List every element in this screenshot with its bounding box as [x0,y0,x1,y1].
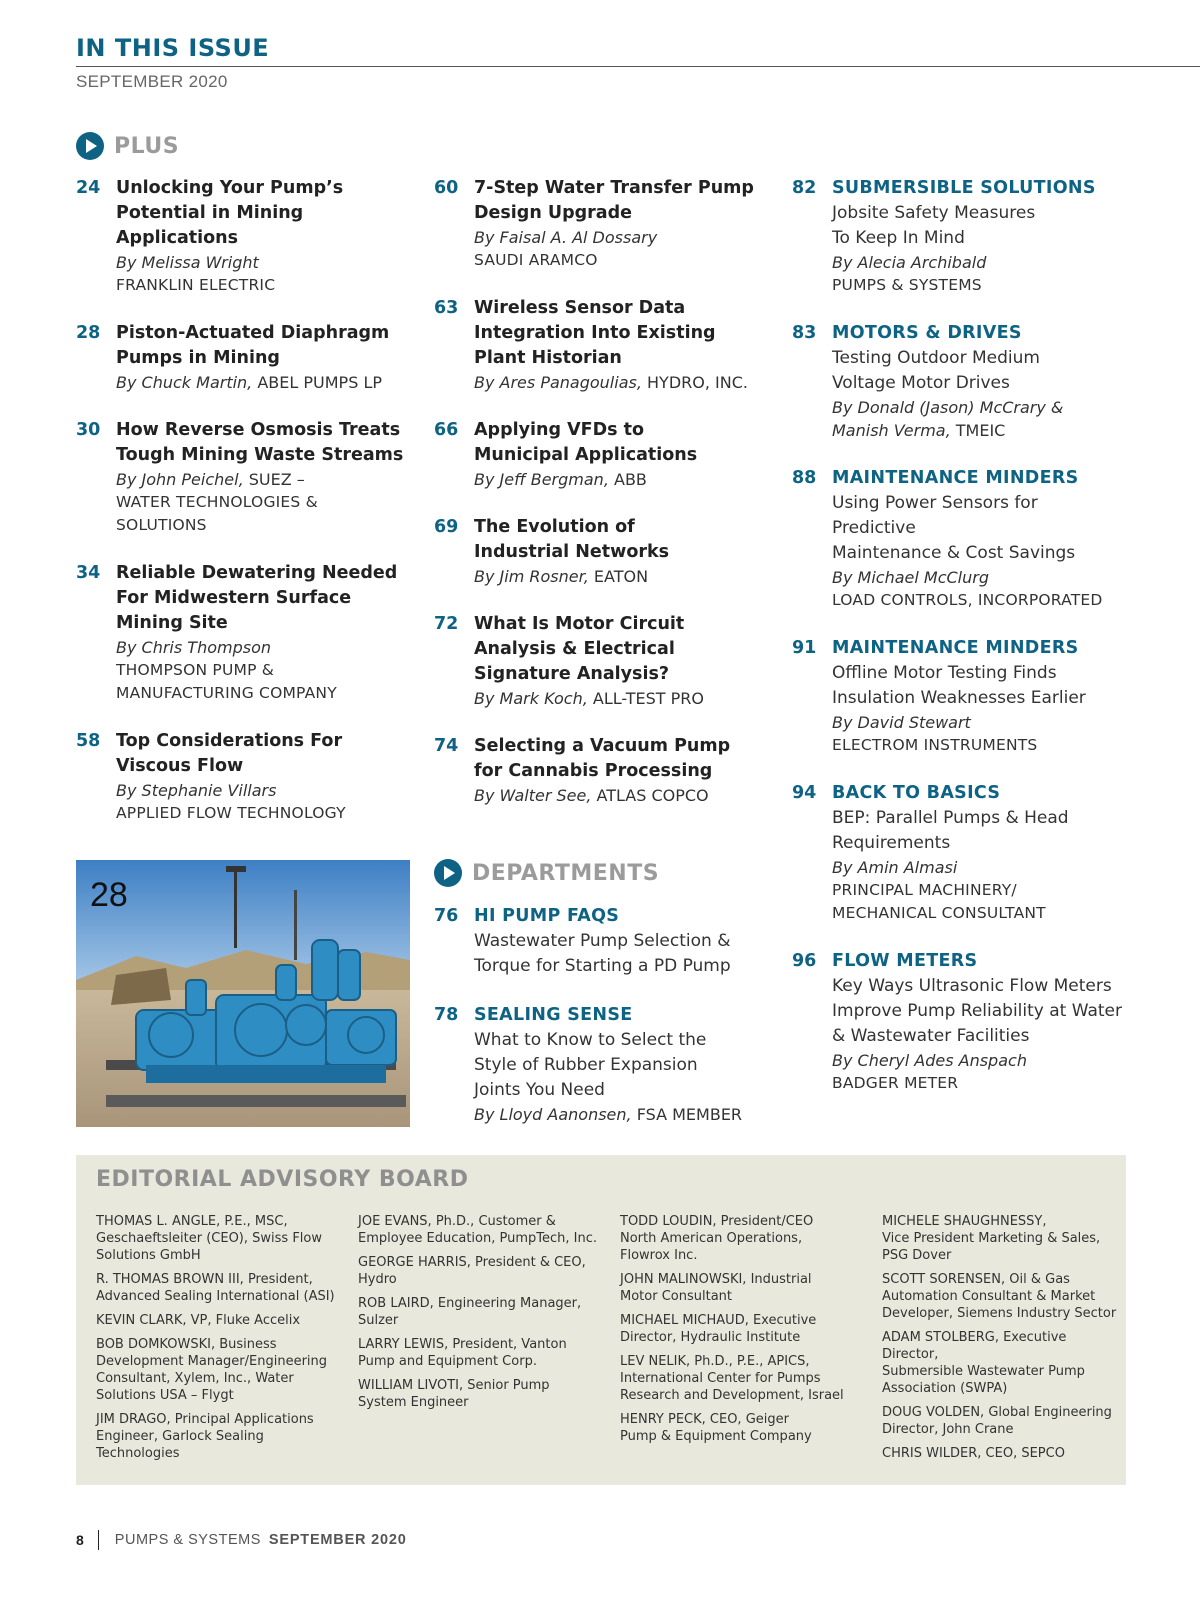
page-number: 83 [792,323,817,343]
department-title: FLOW METERS [832,951,978,971]
byline [116,371,406,394]
department-title: SEALING SENSE [474,1005,633,1025]
board-member: MICHAEL MICHAUD, Executive Director, Hydraulic Institute [620,1313,817,1345]
page-number: 30 [76,420,101,440]
organization: BADGER METER [832,1074,959,1092]
board-member: JOHN MALINOWSKI, Industrial Motor Consultant [620,1272,812,1304]
toc-entry[interactable] [792,781,1122,925]
author: By Walter See, [474,786,592,805]
board-member: LEV NELIK, Ph.D., P.E., APICS, International Center for Pumps Research and Development, Israel [620,1354,844,1403]
byline [832,856,1122,879]
issue-date: SEPTEMBER 2020 [76,72,228,91]
organization: FRANKLIN ELECTRIC [116,276,276,294]
board-member: WILLIAM LIVOTI, Senior Pump System Engineer [358,1378,550,1410]
footer-divider [98,1530,99,1550]
toc-entry[interactable] [434,904,764,979]
byline [832,419,1122,442]
organization: THOMPSON PUMP & [116,661,275,679]
article-title-line: for Cannabis Processing [474,761,713,781]
article-subtitle-line: Testing Outdoor Medium [832,348,1040,368]
toc-entry[interactable] [434,418,764,491]
author: By Jeff Bergman, [474,470,609,489]
header-divider [76,66,1200,67]
organization: PUMPS & SYSTEMS [832,276,982,294]
article-title-line: 7-Step Water Transfer Pump [474,178,754,198]
article-subtitle-line: Torque for Starting a PD Pump [474,956,731,976]
board-column-3 [620,1213,860,1452]
plus-heading-label: PLUS [114,133,180,159]
page-title: IN THIS ISSUE [76,34,270,62]
board-member: KEVIN CLARK, VP, Fluke Accelix [96,1313,301,1328]
toc-entry[interactable] [76,418,406,537]
byline [832,566,1122,589]
page-number: 78 [434,1005,459,1025]
footer-issue-date: SEPTEMBER 2020 [268,1532,407,1548]
organization: APPLIED FLOW TECHNOLOGY [116,804,346,822]
page-number: 72 [434,614,459,634]
organization: PRINCIPAL MACHINERY/ [832,881,1017,899]
toc-column-3 [792,176,1122,1119]
author: By Stephanie Villars [116,781,277,800]
author: By Alecia Archibald [832,253,987,272]
board-column-2 [358,1213,598,1418]
author: By Donald (Jason) McCrary & [832,398,1064,417]
organization: MANUFACTURING COMPANY [116,684,337,702]
author: By John Peichel, [116,470,244,489]
department-title: HI PUMP FAQS [474,906,620,926]
byline [832,251,1122,274]
article-title-line: Signature Analysis? [474,664,670,684]
department-title: MAINTENANCE MINDERS [832,638,1079,658]
footer-magazine-name: PUMPS & SYSTEMS [114,1532,261,1548]
article-title-line: Municipal Applications [474,445,698,465]
board-member: R. THOMAS BROWN III, President, Advanced Sealing International (ASI) [96,1272,335,1304]
article-title-line: Applications [116,228,239,248]
article-subtitle-line: Jobsite Safety Measures [832,203,1036,223]
toc-entry[interactable] [434,515,764,588]
toc-entry[interactable] [792,466,1122,612]
board-member: TODD LOUDIN, President/CEO North American Operations, Flowrox Inc. [620,1214,814,1263]
page-number: 28 [76,323,101,343]
department-title: BACK TO BASICS [832,783,1001,803]
board-member: THOMAS L. ANGLE, P.E., MSC, Geschaeftsleiter (CEO), Swiss Flow Solutions GmbH [96,1214,322,1263]
board-member: MICHELE SHAUGHNESSY, Vice President Marketing & Sales, PSG Dover [882,1214,1101,1263]
board-member: GEORGE HARRIS, President & CEO, Hydro [358,1255,586,1287]
organization: LOAD CONTROLS, INCORPORATED [832,591,1103,609]
article-title-line: Applying VFDs to [474,420,645,440]
byline [116,251,406,274]
play-circle-icon [76,132,104,160]
author: By Cheryl Ades Anspach [832,1051,1027,1070]
toc-entry[interactable] [434,176,764,272]
board-member: JOE EVANS, Ph.D., Customer & Employee Education, PumpTech, Inc. [358,1214,598,1246]
board-column-4 [882,1213,1118,1469]
byline [474,784,764,807]
board-member: DOUG VOLDEN, Global Engineering Director, John Crane [882,1405,1112,1437]
plus-heading [76,132,179,160]
author: By Chuck Martin, [116,373,253,392]
article-title-line: Plant Historian [474,348,622,368]
toc-entry[interactable] [76,561,406,705]
article-subtitle-line: Voltage Motor Drives [832,373,1010,393]
byline [474,565,764,588]
board-member: ADAM STOLBERG, Executive Director, Submersible Wastewater Pump Association (SWPA) [882,1330,1085,1396]
article-title-line: Wireless Sensor Data [474,298,686,318]
footer-page-number: 8 [76,1532,84,1548]
article-subtitle-line: Requirements [832,833,951,853]
toc-entry[interactable] [434,612,764,710]
author-organization: HYDRO, INC. [641,373,748,392]
organization: MECHANICAL CONSULTANT [832,904,1046,922]
department-title: MAINTENANCE MINDERS [832,468,1079,488]
article-title-line: Piston-Actuated Diaphragm [116,323,390,343]
play-circle-icon [434,859,462,887]
page-number: 76 [434,906,459,926]
board-title: EDITORIAL ADVISORY BOARD [96,1167,469,1192]
article-title-line: Pumps in Mining [116,348,280,368]
editorial-advisory-board [76,1155,1126,1485]
article-title-line: Analysis & Electrical [474,639,675,659]
author: By Faisal A. Al Dossary [474,228,658,247]
byline [474,226,764,249]
article-subtitle-line: & Wastewater Facilities [832,1026,1030,1046]
article-title-line: Potential in Mining [116,203,304,223]
departments-heading-label: DEPARTMENTS [472,860,660,886]
article-title-line: Tough Mining Waste Streams [116,445,404,465]
author-organization: ATLAS COPCO [591,786,709,805]
board-column-1 [96,1213,336,1469]
byline [474,1103,764,1126]
board-member: CHRIS WILDER, CEO, SEPCO [882,1446,1065,1461]
article-title-line: Viscous Flow [116,756,244,776]
byline [474,371,764,394]
author-organization: TMEIC [950,421,1006,440]
toc-entry[interactable] [792,176,1122,297]
article-title-line: Design Upgrade [474,203,632,223]
byline [832,396,1122,419]
author: By Ares Panagoulias, [474,373,642,392]
board-member: BOB DOMKOWSKI, Business Development Manager/Engineering Consultant, Xylem, Inc., Water Solutions USA – Flygt [96,1337,328,1403]
byline [832,1049,1122,1072]
author: By Michael McClurg [832,568,989,587]
page-number: 24 [76,178,101,198]
toc-entry[interactable] [792,636,1122,757]
byline [474,687,764,710]
article-title-line: For Midwestern Surface [116,588,352,608]
toc-entry[interactable] [76,176,406,297]
page-number: 34 [76,563,101,583]
page-number: 91 [792,638,817,658]
author-organization: ABEL PUMPS LP [252,373,382,392]
page-footer [76,1530,407,1550]
photo-page-number: 28 [90,876,128,914]
toc-entry[interactable] [792,321,1122,442]
toc-entry[interactable] [434,734,764,807]
pump-photo [76,860,410,1127]
toc-entry[interactable] [76,729,406,825]
byline [116,636,406,659]
article-title-line: The Evolution of [474,517,635,537]
author: By Amin Almasi [832,858,958,877]
byline [474,468,764,491]
article-subtitle-line: What to Know to Select the [474,1030,707,1050]
page-number: 82 [792,178,817,198]
article-title-line: Reliable Dewatering Needed [116,563,398,583]
article-subtitle-line: Offline Motor Testing Finds [832,663,1057,683]
article-subtitle-line: To Keep In Mind [832,228,965,248]
page-number: 66 [434,420,459,440]
article-title-line: Industrial Networks [474,542,670,562]
toc-column-2 [434,176,764,831]
page-number: 94 [792,783,817,803]
article-title-line: Top Considerations For [116,731,343,751]
toc-entry[interactable] [434,296,764,394]
author: By Mark Koch, [474,689,588,708]
page-number: 88 [792,468,817,488]
article-subtitle-line: Wastewater Pump Selection & [474,931,731,951]
toc-column-1 [76,176,406,849]
author-organization: ALL-TEST PRO [587,689,704,708]
toc-entry[interactable] [434,1003,764,1126]
organization: WATER TECHNOLOGIES & [116,493,318,511]
article-title-line: Integration Into Existing [474,323,716,343]
page-number: 60 [434,178,459,198]
article-subtitle-line: Maintenance & Cost Savings [832,543,1076,563]
organization: ELECTROM INSTRUMENTS [832,736,1038,754]
author-organization: SUEZ – [243,470,305,489]
byline [116,468,406,491]
toc-entry[interactable] [76,321,406,394]
department-title: MOTORS & DRIVES [832,323,1022,343]
author-organization: EATON [588,567,649,586]
board-member: HENRY PECK, CEO, Geiger Pump & Equipment Company [620,1412,812,1444]
byline [832,711,1122,734]
page-header [76,32,1200,92]
page-number: 74 [434,736,459,756]
departments-heading [434,859,659,887]
article-subtitle-line: Improve Pump Reliability at Water [832,1001,1122,1021]
board-member: ROB LAIRD, Engineering Manager, Sulzer [358,1296,582,1328]
article-title-line: Mining Site [116,613,228,633]
page-number: 58 [76,731,101,751]
article-title-line: How Reverse Osmosis Treats [116,420,401,440]
toc-entry[interactable] [792,949,1122,1095]
page-number: 96 [792,951,817,971]
author: By Jim Rosner, [474,567,589,586]
board-member: SCOTT SORENSEN, Oil & Gas Automation Consultant & Market Developer, Siemens Industry Sector [882,1272,1117,1321]
article-subtitle-line: Insulation Weaknesses Earlier [832,688,1086,708]
page-number: 69 [434,517,459,537]
article-title-line: What Is Motor Circuit [474,614,685,634]
author: By Lloyd Aanonsen, [474,1105,632,1124]
article-subtitle-line: Key Ways Ultrasonic Flow Meters [832,976,1112,996]
byline [116,779,406,802]
article-subtitle-line: Joints You Need [474,1080,605,1100]
organization: SAUDI ARAMCO [474,251,598,269]
article-subtitle-line: Style of Rubber Expansion [474,1055,698,1075]
board-member: LARRY LEWIS, President, Vanton Pump and Equipment Corp. [358,1337,567,1369]
article-subtitle-line: Using Power Sensors for Predictive [832,493,1038,538]
article-subtitle-line: BEP: Parallel Pumps & Head [832,808,1069,828]
toc-departments-column-2 [434,904,764,1150]
author: Manish Verma, [832,421,951,440]
author: By David Stewart [832,713,971,732]
page-number: 63 [434,298,459,318]
department-title: SUBMERSIBLE SOLUTIONS [832,178,1096,198]
organization: SOLUTIONS [116,516,207,534]
article-title-line: Unlocking Your Pump’s [116,178,344,198]
author: By Melissa Wright [116,253,259,272]
author: By Chris Thompson [116,638,271,657]
author-organization: ABB [608,470,647,489]
article-title-line: Selecting a Vacuum Pump [474,736,731,756]
board-member: JIM DRAGO, Principal Applications Engineer, Garlock Sealing Technologies [96,1412,314,1461]
author-organization: FSA MEMBER [631,1105,743,1124]
